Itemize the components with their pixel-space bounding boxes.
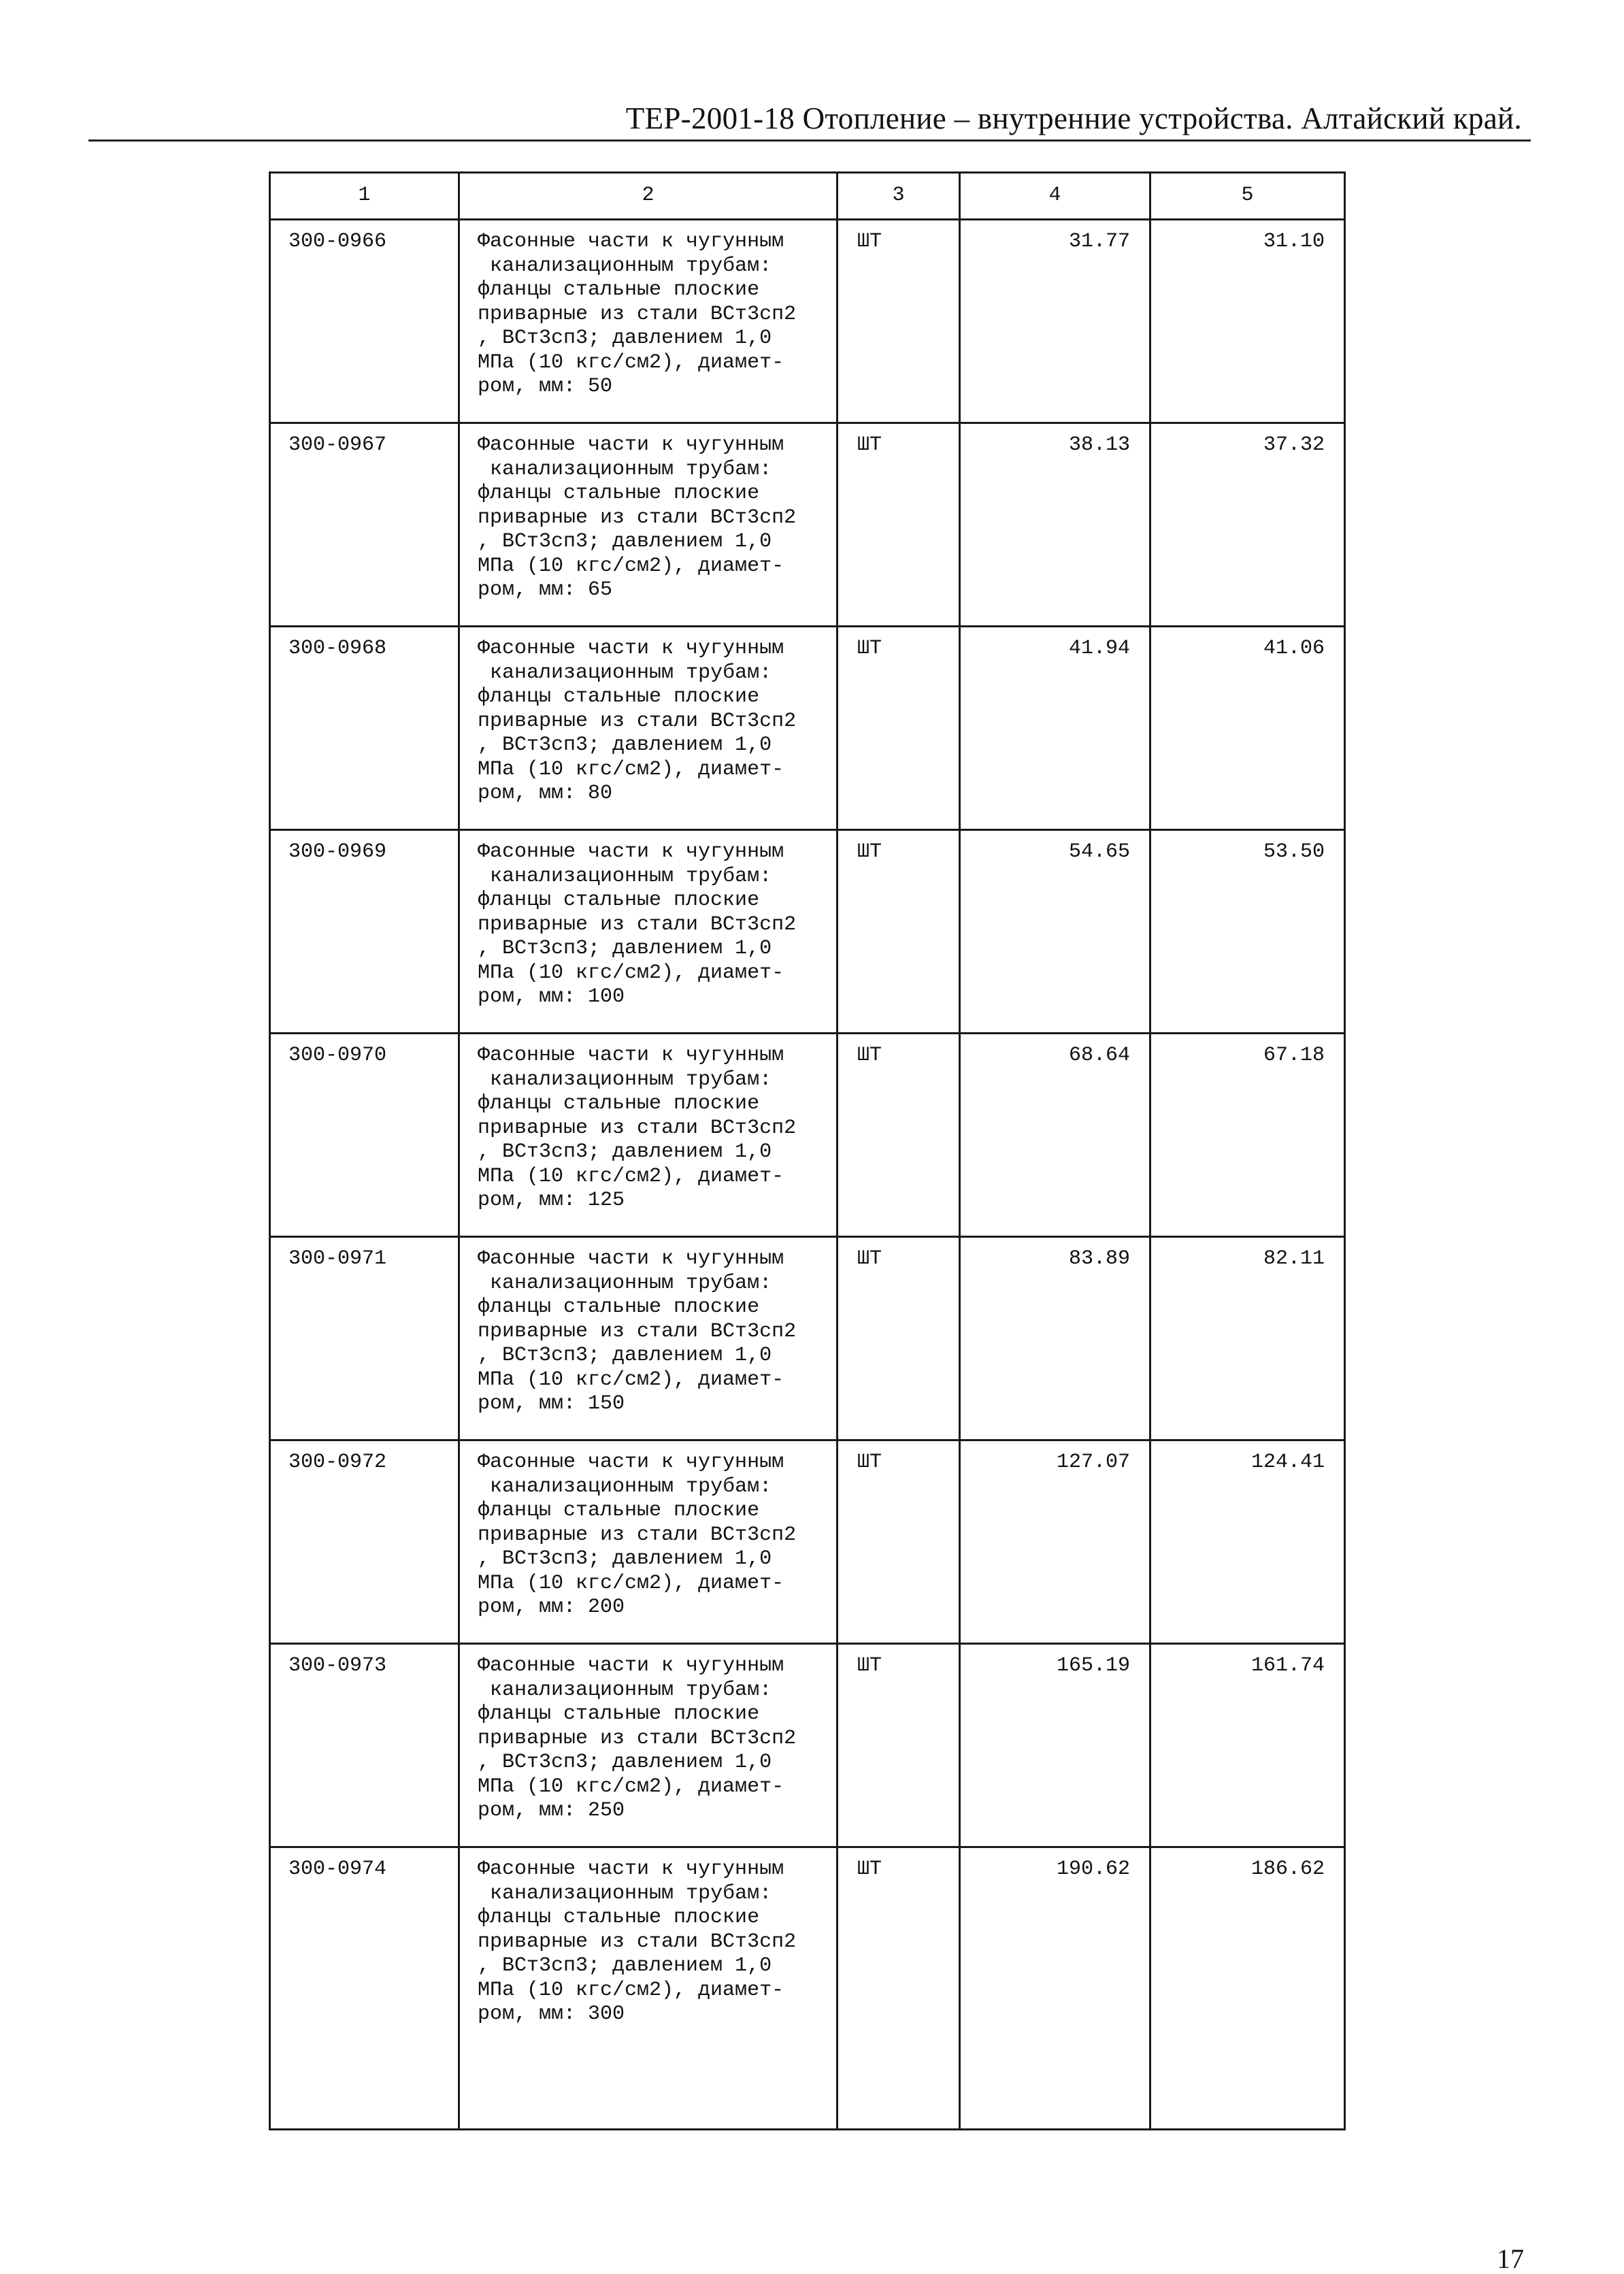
row-value-col5: 31.10 bbox=[1150, 220, 1345, 423]
header-divider bbox=[88, 139, 1531, 142]
row-unit: ШТ bbox=[838, 220, 960, 423]
row-unit: ШТ bbox=[838, 423, 960, 627]
row-value-col4: 127.07 bbox=[960, 1440, 1150, 1644]
page-number: 17 bbox=[1497, 2243, 1524, 2274]
column-header-2: 2 bbox=[459, 173, 838, 220]
row-description: Фасонные части к чугунным канализационным трубам: фланцы стальные плоские приварные из стали ВСт3сп2 , ВСт3сп3; давлением 1,0 МПа (10 кгс/см2), диамет- ром, мм: 150 bbox=[459, 1237, 838, 1440]
table-header-row bbox=[270, 173, 1345, 220]
row-value-col4: 38.13 bbox=[960, 423, 1150, 627]
row-value-col5: 53.50 bbox=[1150, 830, 1345, 1034]
row-code: 300-0966 bbox=[270, 220, 459, 423]
table-row bbox=[270, 1034, 1345, 1237]
row-value-col5: 67.18 bbox=[1150, 1034, 1345, 1237]
row-value-col4: 31.77 bbox=[960, 220, 1150, 423]
row-description: Фасонные части к чугунным канализационным трубам: фланцы стальные плоские приварные из стали ВСт3сп2 , ВСт3сп3; давлением 1,0 МПа (10 кгс/см2), диамет- ром, мм: 200 bbox=[459, 1440, 838, 1644]
row-value-col5: 161.74 bbox=[1150, 1644, 1345, 1847]
row-value-col4: 165.19 bbox=[960, 1644, 1150, 1847]
row-value-col5: 186.62 bbox=[1150, 1847, 1345, 2130]
table-row bbox=[270, 830, 1345, 1034]
table-row bbox=[270, 220, 1345, 423]
row-unit: ШТ bbox=[838, 1644, 960, 1847]
table-row bbox=[270, 1847, 1345, 2130]
row-description: Фасонные части к чугунным канализационным трубам: фланцы стальные плоские приварные из стали ВСт3сп2 , ВСт3сп3; давлением 1,0 МПа (10 кгс/см2), диамет- ром, мм: 65 bbox=[459, 423, 838, 627]
row-value-col4: 54.65 bbox=[960, 830, 1150, 1034]
column-header-1: 1 bbox=[270, 173, 459, 220]
row-code: 300-0972 bbox=[270, 1440, 459, 1644]
row-value-col4: 83.89 bbox=[960, 1237, 1150, 1440]
price-table bbox=[269, 171, 1346, 2130]
row-description: Фасонные части к чугунным канализационным трубам: фланцы стальные плоские приварные из стали ВСт3сп2 , ВСт3сп3; давлением 1,0 МПа (10 кгс/см2), диамет- ром, мм: 100 bbox=[459, 830, 838, 1034]
row-unit: ШТ bbox=[838, 1237, 960, 1440]
table-row bbox=[270, 1237, 1345, 1440]
row-code: 300-0970 bbox=[270, 1034, 459, 1237]
column-header-3: 3 bbox=[838, 173, 960, 220]
row-description: Фасонные части к чугунным канализационным трубам: фланцы стальные плоские приварные из стали ВСт3сп2 , ВСт3сп3; давлением 1,0 МПа (10 кгс/см2), диамет- ром, мм: 125 bbox=[459, 1034, 838, 1237]
row-description: Фасонные части к чугунным канализационным трубам: фланцы стальные плоские приварные из стали ВСт3сп2 , ВСт3сп3; давлением 1,0 МПа (10 кгс/см2), диамет- ром, мм: 50 bbox=[459, 220, 838, 423]
row-value-col4: 68.64 bbox=[960, 1034, 1150, 1237]
row-code: 300-0973 bbox=[270, 1644, 459, 1847]
row-code: 300-0967 bbox=[270, 423, 459, 627]
table-row bbox=[270, 1440, 1345, 1644]
row-description: Фасонные части к чугунным канализационным трубам: фланцы стальные плоские приварные из стали ВСт3сп2 , ВСт3сп3; давлением 1,0 МПа (10 кгс/см2), диамет- ром, мм: 80 bbox=[459, 627, 838, 830]
row-unit: ШТ bbox=[838, 1440, 960, 1644]
row-value-col5: 41.06 bbox=[1150, 627, 1345, 830]
row-value-col4: 190.62 bbox=[960, 1847, 1150, 2130]
row-unit: ШТ bbox=[838, 1034, 960, 1237]
row-unit: ШТ bbox=[838, 1847, 960, 2130]
page-header-title: ТЕР-2001-18 Отопление – внутренние устройства. Алтайский край. bbox=[625, 101, 1522, 135]
row-code: 300-0974 bbox=[270, 1847, 459, 2130]
table-row bbox=[270, 423, 1345, 627]
table-row bbox=[270, 1644, 1345, 1847]
row-value-col5: 124.41 bbox=[1150, 1440, 1345, 1644]
row-value-col4: 41.94 bbox=[960, 627, 1150, 830]
row-description: Фасонные части к чугунным канализационным трубам: фланцы стальные плоские приварные из стали ВСт3сп2 , ВСт3сп3; давлением 1,0 МПа (10 кгс/см2), диамет- ром, мм: 250 bbox=[459, 1644, 838, 1847]
row-code: 300-0968 bbox=[270, 627, 459, 830]
row-value-col5: 82.11 bbox=[1150, 1237, 1345, 1440]
column-header-4: 4 bbox=[960, 173, 1150, 220]
row-value-col5: 37.32 bbox=[1150, 423, 1345, 627]
row-code: 300-0969 bbox=[270, 830, 459, 1034]
row-description: Фасонные части к чугунным канализационным трубам: фланцы стальные плоские приварные из стали ВСт3сп2 , ВСт3сп3; давлением 1,0 МПа (10 кгс/см2), диамет- ром, мм: 300 bbox=[459, 1847, 838, 2130]
table-row bbox=[270, 627, 1345, 830]
column-header-5: 5 bbox=[1150, 173, 1345, 220]
row-code: 300-0971 bbox=[270, 1237, 459, 1440]
row-unit: ШТ bbox=[838, 627, 960, 830]
row-unit: ШТ bbox=[838, 830, 960, 1034]
